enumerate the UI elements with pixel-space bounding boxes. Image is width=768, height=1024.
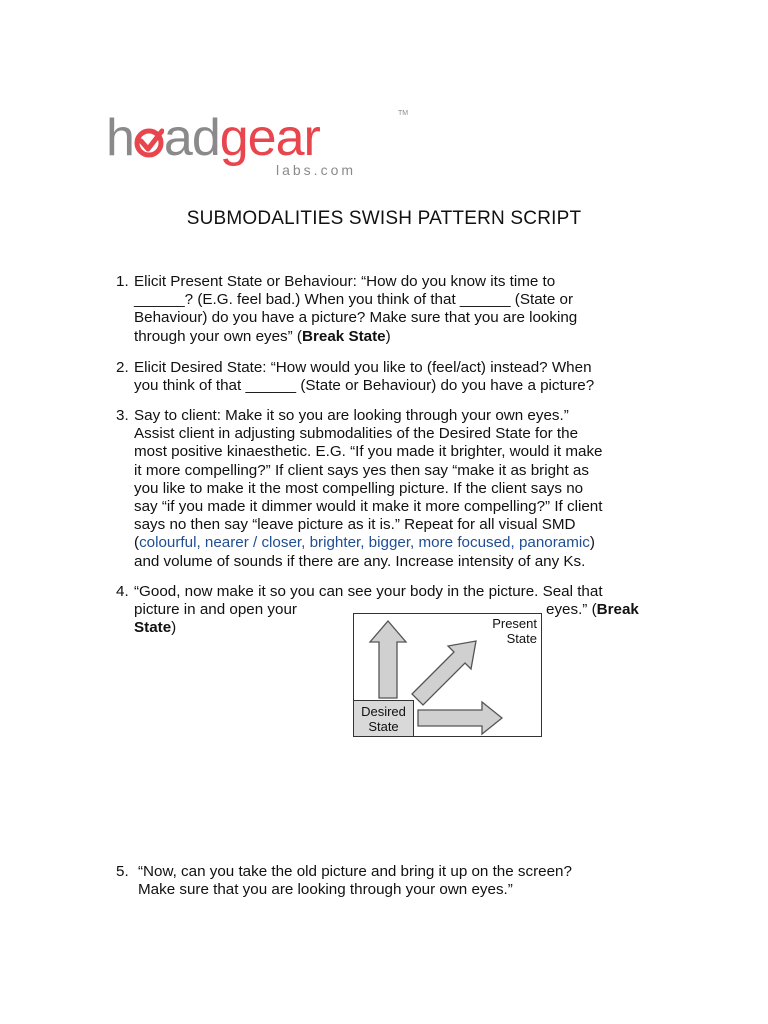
item-line: through your own eyes” (Break State): [134, 327, 391, 345]
item-line: Make sure that you are looking through your own eyes.”: [138, 881, 513, 899]
item-line: (colourful, nearer / closer, brighter, bigger, more focused, panoramic): [134, 534, 595, 552]
item-line: “Now, can you take the old picture and bring it up on the screen?: [138, 863, 572, 880]
state-bold: State: [134, 619, 172, 637]
item-line: Assist client in adjusting submodalities of the Desired State for the: [134, 425, 579, 443]
logo-letter-h: h: [106, 109, 134, 167]
item-line: Elicit Desired State: “How would you like to (feel/act) instead? When: [134, 359, 592, 376]
present-state-label: Present State: [492, 616, 537, 646]
item-line: you like to make it the most compelling picture. If the client says no: [134, 479, 584, 497]
list-number: 5.: [116, 863, 129, 880]
break-bold: Break: [596, 601, 639, 619]
logo-check-icon: [134, 112, 164, 152]
list-number: 2.: [116, 359, 129, 376]
up-arrow-icon: [370, 621, 406, 698]
headgear-logo: [106, 108, 409, 178]
logo-labs-text: labs.com: [276, 162, 357, 178]
list-item-1: [116, 273, 656, 346]
item-line: it more compelling?” If client says yes then say “make it as bright as: [134, 461, 589, 479]
diagonal-arrow-icon: [412, 641, 476, 705]
item-line: most positive kinaesthetic. E.G. “If you made it brighter, would it make: [134, 443, 603, 461]
item-line: Behaviour) do you have a picture? Make sure that you are looking: [134, 309, 578, 327]
break-state-bold: Break State: [302, 327, 386, 345]
right-arrow-icon: [418, 702, 502, 734]
item-line: say “if you made it dimmer would it make it more compelling?” If client: [134, 498, 603, 516]
logo-tm-mark: TM: [398, 110, 409, 117]
list-item-5: [116, 863, 656, 899]
swish-diagram: [353, 613, 542, 737]
smd-list-blue: colourful, nearer / closer, brighter, bigger, more focused, panoramic: [139, 534, 590, 552]
item-line: Say to client: Make it so you are looking through your own eyes.”: [134, 407, 569, 424]
desired-state-box: Desired State: [354, 700, 414, 736]
logo-gear-text: gear: [219, 109, 320, 167]
logo-wordmark: [106, 108, 320, 168]
list-item-3: [116, 407, 656, 571]
item-line: “Good, now make it so you can see your body in the picture. Seal that: [134, 583, 603, 600]
list-number: 1.: [116, 273, 129, 290]
item-line: State): [134, 619, 177, 637]
list-number: 4.: [116, 583, 129, 600]
item-line: you think of that ______ (State or Behaviour) do you have a picture?: [134, 377, 595, 395]
page-title: SUBMODALITIES SWISH PATTERN SCRIPT: [186, 208, 582, 229]
item-line: and volume of sounds if there are any. Increase intensity of any Ks.: [134, 552, 586, 570]
list-item-2: [116, 359, 656, 395]
list-number: 3.: [116, 407, 129, 424]
item-line: ______? (E.G. feel bad.) When you think of that ______ (State or: [134, 291, 574, 309]
item-line: says no then say “leave picture as it is.” Repeat for all visual SMD: [134, 516, 576, 534]
logo-letters-ad: ad: [163, 109, 220, 167]
item-line: Elicit Present State or Behaviour: “How do you know its time to: [134, 273, 556, 290]
item-line: picture in and open your eyes.” (Break: [134, 601, 639, 619]
